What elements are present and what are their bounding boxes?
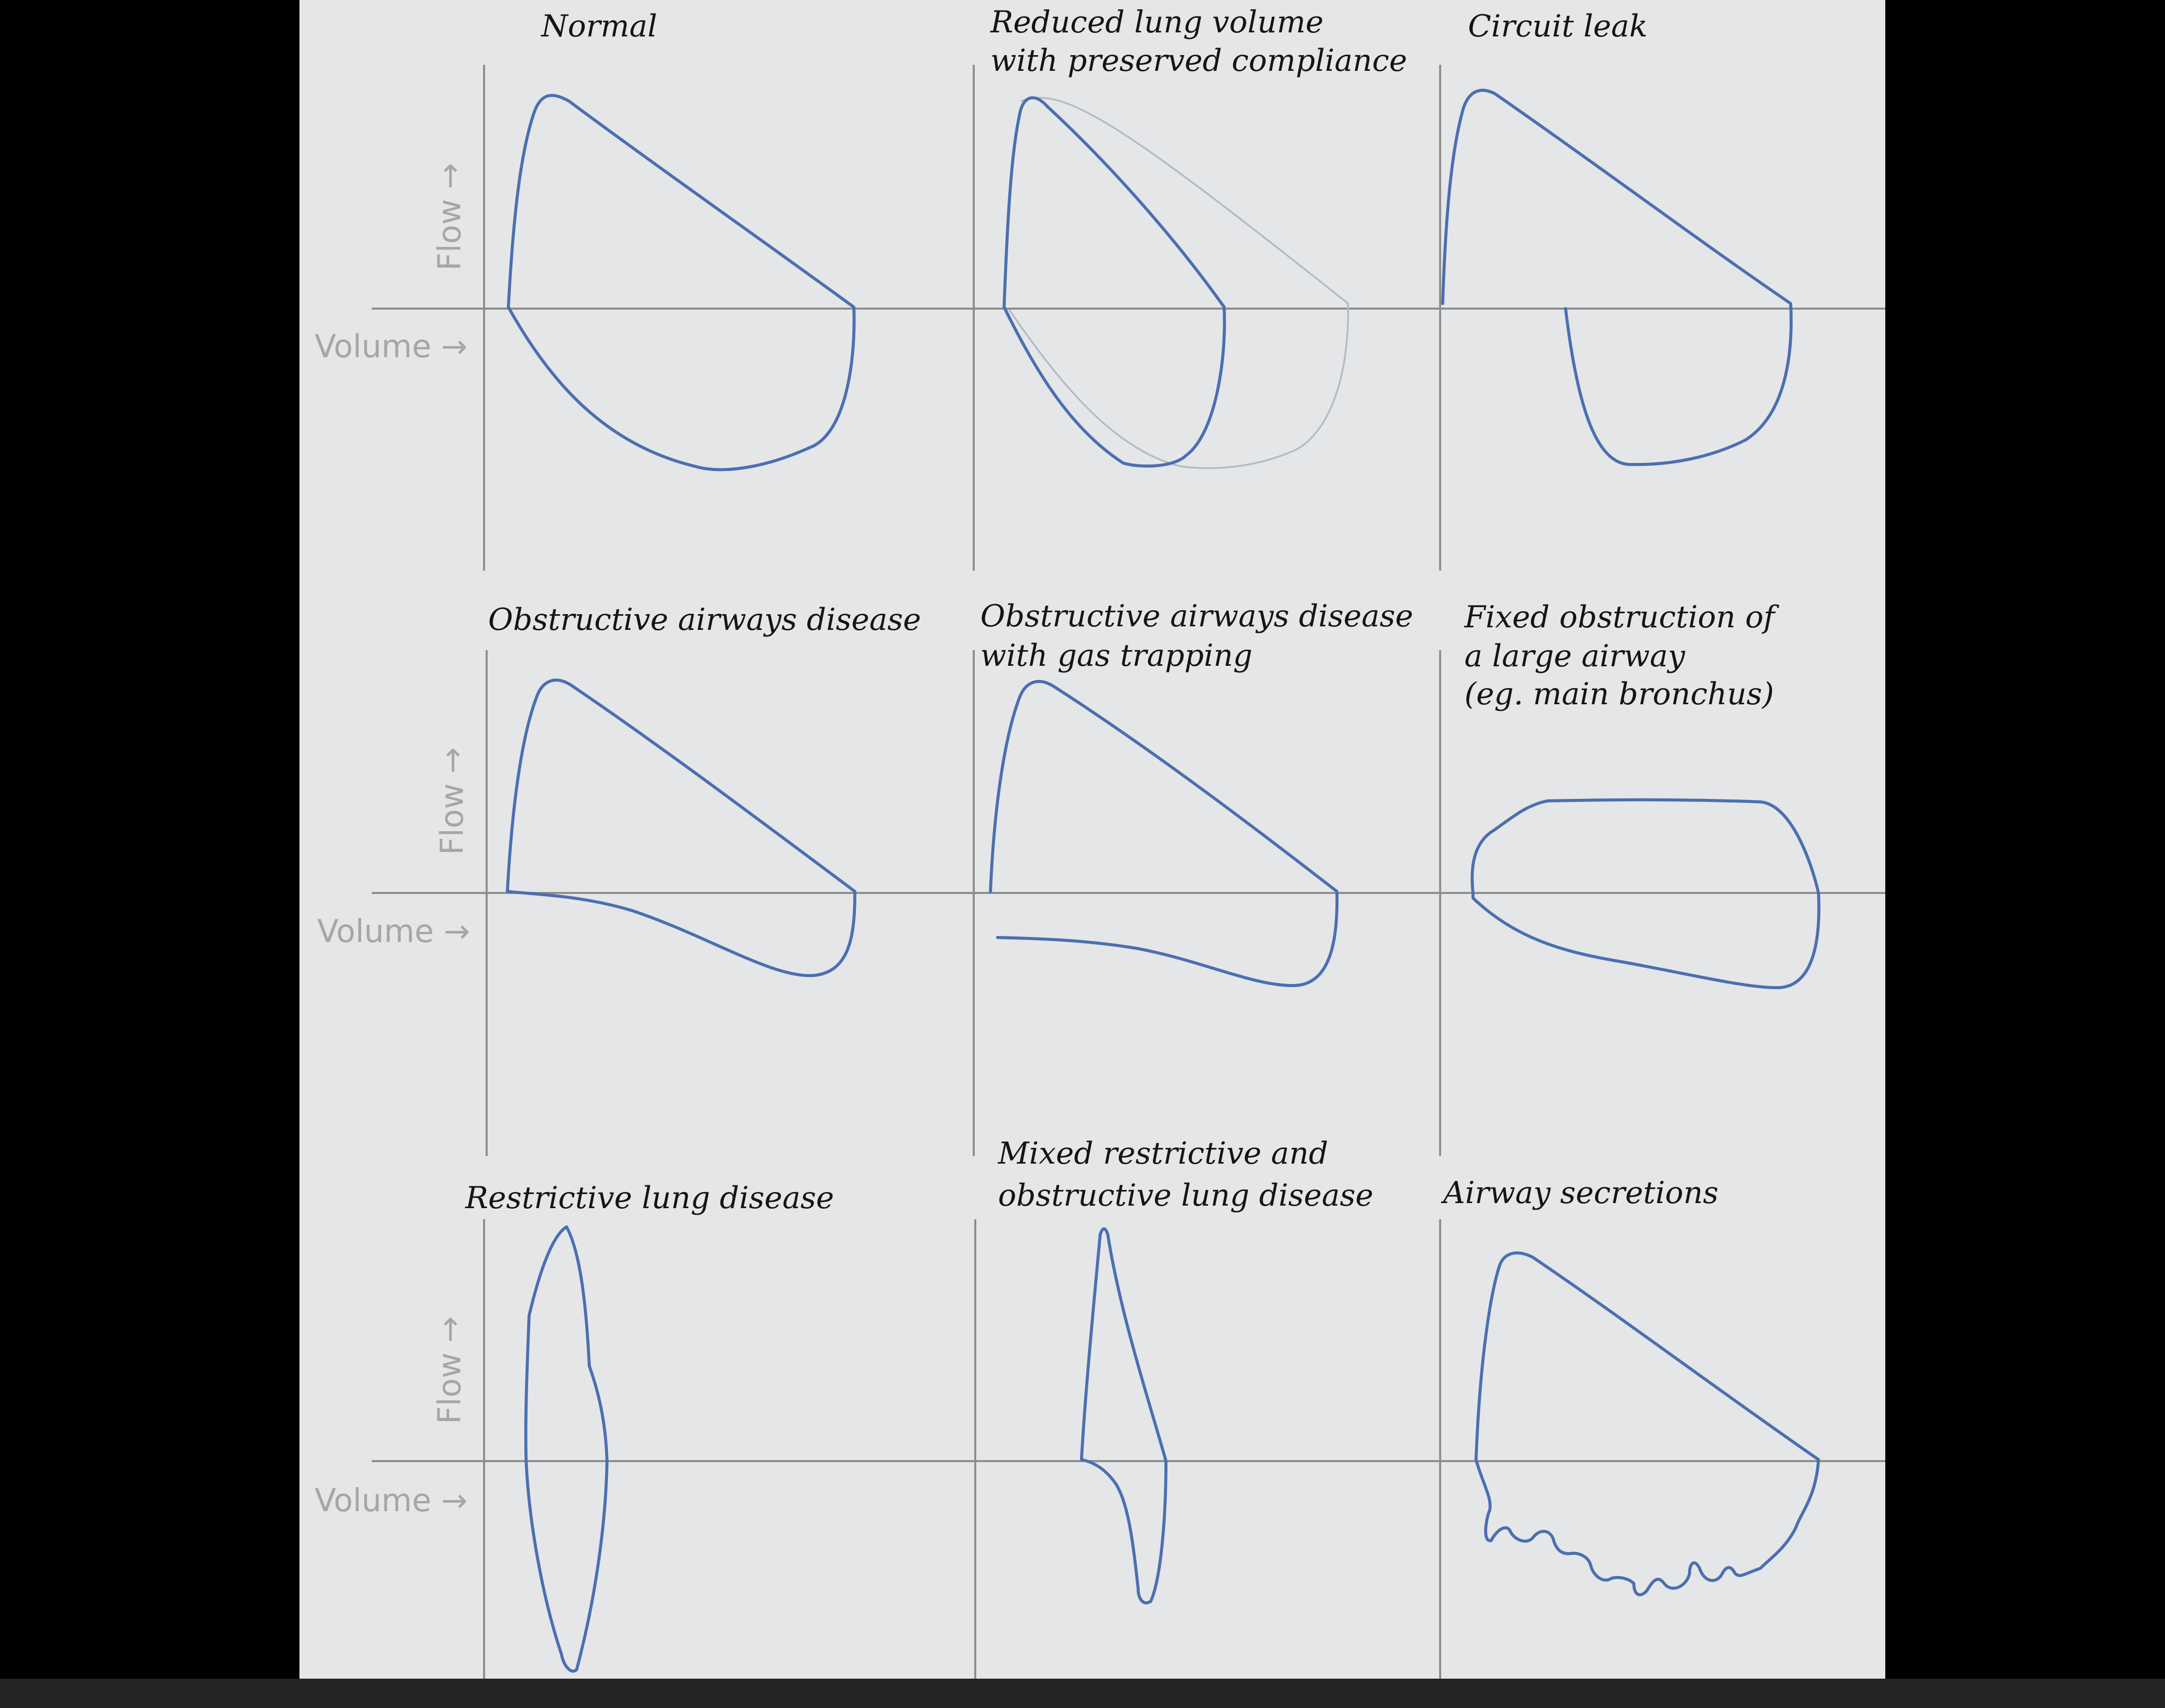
title-normal: Normal (541, 9, 658, 44)
title-circuit-leak: Circuit leak (1468, 9, 1648, 44)
flow-axis-label-row2: Flow → (434, 747, 470, 855)
volume-axis-label-row3: Volume → (315, 1482, 468, 1519)
title-gas-trapping: Obstructive airways disease with gas trapping (980, 599, 1413, 673)
title-obstructive: Obstructive airways disease (488, 602, 921, 637)
loop-circuit-leak (1443, 90, 1791, 464)
loop-airway-secretions (1476, 1253, 1818, 1595)
flow-axis-label-row3: Flow → (431, 1316, 468, 1424)
volume-axis-label-row2: Volume → (317, 913, 470, 950)
title-airway-secretions: Airway secretions (1443, 1175, 1719, 1211)
loop-reduced-volume (1004, 98, 1225, 466)
title-mixed: Mixed restrictive and obstructive lung disease (998, 1136, 1374, 1213)
flow-axis-label-row1: Flow → (431, 162, 468, 271)
loop-reduced-volume-normal-reference (1009, 98, 1348, 468)
loop-restrictive (526, 1227, 607, 1671)
title-restrictive: Restrictive lung disease (465, 1180, 834, 1216)
title-fixed-obstruction: Fixed obstruction of a large airway (eg. main bronchus) (1464, 600, 1775, 712)
loop-normal (508, 96, 854, 470)
title-reduced-lung-volume: Reduced lung volume with preserved compliance (990, 5, 1407, 78)
loop-gas-trapping (990, 681, 1337, 986)
volume-axis-label-row1: Volume → (315, 328, 468, 365)
loop-mixed (1081, 1229, 1166, 1603)
loop-obstructive (507, 680, 855, 975)
